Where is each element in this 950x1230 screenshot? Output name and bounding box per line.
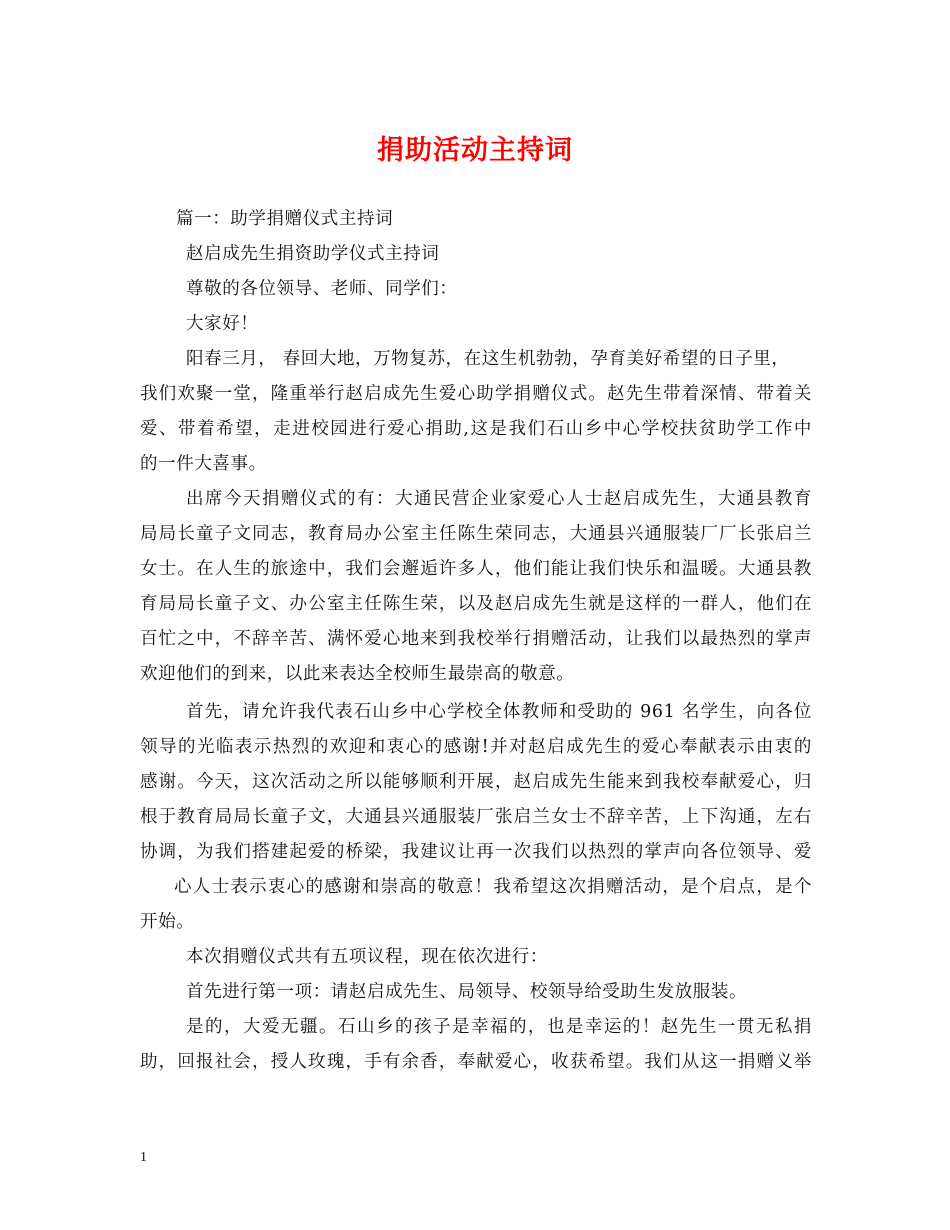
- paragraph-line: 心人士表示衷心的感谢和崇高的敬意！我希望这次捐赠活动，是个启点，是个: [174, 877, 812, 897]
- paragraph-line: 百忙之中，不辞辛苦、满怀爱心地来到我校举行捐赠活动，让我们以最热烈的掌声: [140, 629, 812, 649]
- paragraph-line: 首先，请允许我代表石山乡中心学校全体教师和受助的 961 名学生，向各位: [186, 702, 812, 722]
- salutation: 尊敬的各位领导、老师、同学们：: [186, 279, 458, 299]
- paragraph-line: 育局局长童子文、办公室主任陈生荣，以及赵启成先生就是这样的一群人，他们在: [140, 594, 812, 614]
- paragraph-line: 局局长童子文同志，教育局办公室主任陈生荣同志，大通县兴通服装厂厂长张启兰: [140, 524, 812, 544]
- paragraph-line: 我们欢聚一堂，隆重举行赵启成先生爱心助学捐赠仪式。赵先生带着深情、带着关: [140, 384, 812, 404]
- paragraph-line: 欢迎他们的到来，以此来表达全校师生最崇高的敬意。: [140, 664, 575, 684]
- paragraph-line: 本次捐赠仪式共有五项议程，现在依次进行：: [186, 947, 548, 967]
- paragraph-line: 女士。在人生的旅途中，我们会邂逅许多人，他们能让我们快乐和温暖。大通县教: [140, 559, 812, 579]
- document-title: 捐助活动主持词: [377, 135, 573, 166]
- paragraph-line: 爱、带着希望，走进校园进行爱心捐助,这是我们石山乡中心学校扶贫助学工作中: [140, 419, 812, 439]
- paragraph-line: 感谢。今天，这次活动之所以能够顺利开展，赵启成先生能来到我校奉献爱心，归: [140, 772, 812, 792]
- paragraph-line: 开始。: [140, 912, 195, 932]
- paragraph-line: 根于教育局局长童子文，大通县兴通服装厂张启兰女士不辞辛苦，上下沟通，左右: [140, 807, 812, 827]
- paragraph-line: 协调，为我们搭建起爱的桥梁，我建议让再一次我们以热烈的掌声向各位领导、爱: [140, 842, 812, 862]
- section-heading: 篇一：助学捐赠仪式主持词: [176, 209, 394, 229]
- paragraph-line: 领导的光临表示热烈的欢迎和衷心的感谢!并对赵启成先生的爱心奉献表示由衷的: [140, 737, 812, 757]
- subheading: 赵启成先生捐资助学仪式主持词: [186, 244, 440, 264]
- paragraph-line: 阳春三月， 春回大地，万物复苏，在这生机勃勃，孕育美好希望的日子里，: [186, 349, 790, 369]
- page-number: 1: [140, 1150, 147, 1165]
- paragraph-line: 是的，大爱无疆。石山乡的孩子是幸福的，也是幸运的！赵先生一贯无私捐: [186, 1017, 812, 1037]
- paragraph-line: 首先进行第一项：请赵启成先生、局领导、校领导给受助生发放服装。: [186, 982, 748, 1002]
- greeting: 大家好！: [186, 314, 259, 334]
- paragraph-line: 助，回报社会，授人玫瑰，手有余香，奉献爱心，收获希望。我们从这一捐赠义举: [140, 1052, 812, 1072]
- paragraph-line: 的一件大喜事。: [140, 454, 267, 474]
- paragraph-line: 出席今天捐赠仪式的有：大通民营企业家爱心人士赵启成先生，大通县教育: [186, 489, 812, 509]
